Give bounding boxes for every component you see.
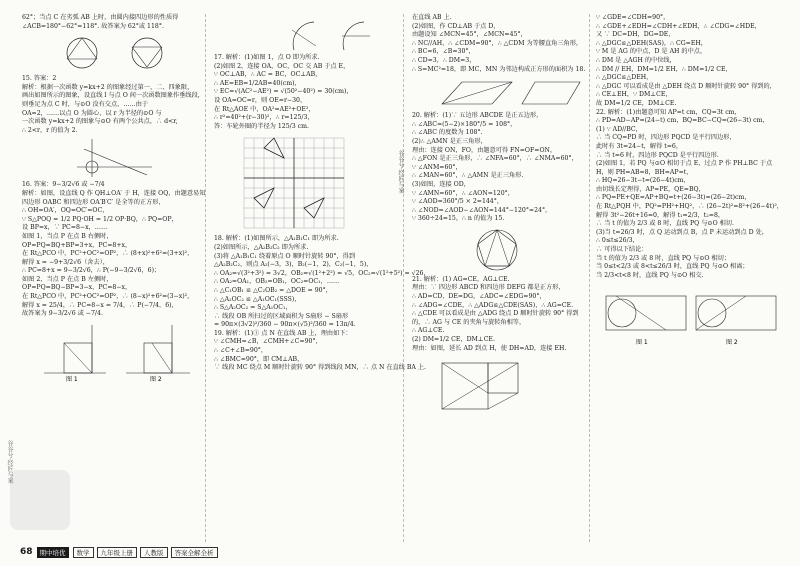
figures-q16: [22, 321, 198, 383]
text-line: 22. 解析：(1)由题意可知 AP=t cm，CQ=3t cm，: [596, 108, 741, 116]
text-line: ∴ PD=AD−AP=(24−t) cm，BQ=BC−CQ=(26−3t) cm，: [596, 117, 769, 125]
text-line: ∴ 2<r，r 的值为 2.: [22, 126, 78, 134]
text-line: ∵ 线段 MC 绕点 M 顺时针旋转 90° 得到线段 MN，∴ 点 N 在直线 BA 上.: [214, 364, 427, 372]
text-line: ∴ AG⊥CE.: [412, 327, 445, 335]
text-line: ∴ ∠ADG=∠CDE，∴ △ADG≌△CDE(SAS)，∴ AG=CE.: [412, 301, 574, 309]
text-line: ∵ M 是 AG 的中点，D 是 AH 的中点，: [596, 48, 707, 56]
text-line: ∴ r²=40²+(r−30)²，∴ r=125/3，: [214, 114, 314, 122]
text-line: ∴ 当 CQ=PD 时，四边形 PQCD 是平行四边形，: [596, 134, 736, 142]
circle-figure-q14: [22, 33, 198, 73]
fig-label-1: 图 1: [636, 339, 648, 347]
text-line: ∴ ∠MAN=60°，∴ △AMN 是正三角形.: [412, 172, 524, 180]
fig-label-1: 图 1: [66, 375, 78, 383]
watermark-logo: [10, 470, 70, 530]
text-line: 当 2/3<t<8 时，直线 PQ 与⊙O 相交.: [596, 271, 704, 279]
text-line: 解得 x = 25/4，∴ PC=8−x = 7/4，∴ P(−7/4，6)，: [22, 301, 178, 309]
column-3: [412, 14, 586, 413]
text-line: ∴ CD=3，∴ DM=3，: [412, 56, 476, 64]
text-line: (3)当 t=26/3 时，点 Q 运动到点 B，点 P 未运动到点 D 处，: [596, 228, 768, 236]
text-line: 解得 x = −9+3/2√6（舍去），: [22, 258, 109, 266]
text-line: (2)如图 1，若 PQ 与⊙O 相切于点 E，过点 P 作 PH⊥BC 于点: [596, 160, 773, 168]
text-line: 21. 解析：(1) AG=CE，AG⊥CE.: [412, 275, 510, 283]
column-divider: [589, 14, 590, 542]
text-line: ∴ △CDE 可以看成是由 △ADG 绕点 D 顺时针旋转 90° 得到: [412, 310, 579, 318]
text-line: 答：车轮外圈的半径为 125/3 cm.: [214, 122, 309, 130]
text-line: ∴ △FON 是正三角形，∴ ∠NFA=60°，∴ ∠NMA=60°，: [412, 155, 578, 163]
subject-label: 数学: [73, 547, 94, 558]
square-figure-q21: [412, 355, 582, 411]
text-line: (2)如图所示，△A₂B₂C₂ 即为所求.: [214, 243, 309, 251]
text-line: 在 Rt△PCO 中，PC²+OC²=OP²，∴ (8−x)²+6²=(3−x)²，: [22, 293, 194, 301]
text-line: = 90π×(3√2)²/360 − 90π×(√5)²/360 = 13π/4.: [214, 321, 356, 329]
text-line: 16. 答案：9−3/2√6 或 −7/4: [22, 181, 105, 189]
text-line: OP=PQ=BQ+BP=3+x，PC=8+x，: [22, 241, 132, 249]
col1-top: [22, 14, 198, 31]
text-line: (2)如图 2，连接 OA，OC，OC 交 AB 于点 E，: [214, 62, 350, 70]
text-line: ∴ 线段 OB 所扫过的区域面积为 S扇形 − S扇形: [214, 312, 349, 320]
text-line: △A₂B₂C₂，则点 A₂(−3，3)，B₂(−1，2)，C₂(−1，5)，: [214, 261, 373, 269]
q15: [22, 75, 204, 135]
page-number: 68: [20, 547, 33, 557]
text-line: 四边形 OABC 和四边形 OA′B′C′ 是全等的正方形，: [22, 198, 165, 206]
text-line: (3)将 △A₁B₁C₁ 绕着原点 O 顺时针旋转 90°，得到: [214, 252, 356, 260]
text-line: 理由：如图，延长 AD 到点 H，使 DH=AD，连接 EH.: [412, 344, 567, 352]
q20: [412, 112, 582, 224]
text-line: 的，∴ AG 与 CE 的夹角与旋转角相等，: [412, 318, 526, 326]
text-line: (2)如图，作 CD⊥AB 于点 D，: [412, 22, 500, 30]
text-line: 62°；当点 C 在劣弧 AB 上时，由圆内接四边形的性质得: [22, 14, 179, 21]
text-line: 在 Rt△AOE 中，OA²=AE²+OE²，: [214, 105, 315, 113]
text-line: ∵ ∠AMN=60°，∴ ∠AON=120°，: [412, 189, 514, 197]
text-line: ∴ ∠BMC=90°，即 CM⊥AB，: [214, 355, 304, 363]
text-line: ∴ 0≤t≤26/3，: [596, 237, 639, 245]
graph-q15: [22, 137, 198, 179]
q22: [596, 109, 782, 281]
text-line: 设 BP=x，∵ PC=8−x，……: [22, 224, 108, 232]
fig-label-2: 图 2: [726, 339, 738, 347]
text-line: 理由：∵ 四边形 ABCD 和四边形 DEFG 都是正方形，: [412, 284, 565, 292]
grid-figure-q18: [214, 133, 394, 233]
brand-badge: 期中培优: [37, 547, 69, 558]
text-line: 又 ∵ DC=DH，DG=DE，: [596, 31, 675, 39]
text-line: 20. 解析：(1)∵ 五边形 ABCDE 是正五边形，: [412, 112, 543, 120]
figures-q22: [596, 282, 782, 348]
text-line: (2)∴ △AMN 是正三角形，: [412, 137, 487, 145]
text-line: 一次函数 y=kx+2 的图象与⊙O 有两个公共点，∴ d<r,: [22, 118, 178, 126]
text-line: ∴ 当 t 的值为 2/3 或 8 时，直线 PQ 与⊙O 相切.: [596, 220, 734, 228]
text-line: ∴ ∠NOD=∠AOD−∠AON=144°−120°=24°，: [412, 206, 552, 214]
text-line: 解得 3t²−26t+16=0，解得 t₁=2/3，t₂=8，: [596, 211, 725, 219]
text-line: ∴ S=MC²=18，即 MC，MN 为邻边构成正方形的面积为 18.: [412, 65, 586, 73]
q19: [214, 329, 427, 373]
text-line: (3)如图，连接 OD，: [412, 180, 470, 188]
text-line: 当 0≤t<2/3 或 8<t≤26/3 时，直线 PQ 与⊙O 相离；: [596, 263, 749, 271]
q16: [22, 181, 206, 319]
text-line: ∴ OH=OA′，OQ=OC′=OC，: [22, 207, 109, 215]
text-line: 画出如图所示的图象，设直线 l 与点 O 间一次函数图象作垂线段，: [22, 92, 204, 100]
text-line: ∴ OA₂=OA₁，OB₂=OB₁，OC₂=OC₁，……: [214, 278, 340, 286]
text-line: 则垂足为点 C 时，与⊙O 没有交点，……由于: [22, 100, 149, 108]
text-line: ∵ ∠GDE=∠CDH=90°，: [596, 14, 670, 21]
column-1: [22, 14, 206, 385]
text-line: ∴ AE=EB=1/2AB=40(cm)，: [214, 79, 301, 87]
text-line: (1) ∵ AD//BC，: [596, 125, 642, 133]
text-line: ∴ ∠ABC 的度数为 108°.: [412, 129, 483, 137]
text-line: ∴ DM // EH，DM=1/2 EH，∴ DM=1/2 CE，: [596, 65, 732, 73]
text-line: 如图 1，当点 P 在点 B 右侧时，: [22, 232, 113, 240]
page-footer: [20, 546, 221, 558]
column-4: [596, 14, 782, 350]
text-line: ∴ PQ=PE+QE=AP+BQ=t+(26−3t)=(26−2t)cm，: [596, 194, 751, 202]
circle-figures-q17: [214, 16, 394, 52]
pentagon-figure: [412, 226, 582, 274]
text-line: ∵ ∠ANM=60°，: [412, 163, 462, 171]
text-line: ∴ △DGC≌△DEH，: [596, 74, 653, 82]
text-line: ∴ △C₁OB₁ ≌ △C₂OB₂ = △DOE = 90°，: [214, 286, 332, 294]
text-line: 15. 答案：2: [22, 75, 57, 83]
text-line: ∵ ∠AOD=360°/5 × 2=144°，: [412, 198, 504, 206]
col3-top: [412, 14, 586, 74]
text-line: ∴ HQ=26−3t−t=(26−4t)cm，: [596, 177, 690, 185]
text-line: ∴ ∠C+∠B=90°，: [214, 347, 268, 355]
text-line: 在 Rt△PCO 中，PC²+OC²=OP²，∴ (8+x)²+6²=(3+x)²，: [22, 250, 194, 258]
text-line: 19. 解析：(1)① 点 N 在直线 AB 上，理由如下：: [214, 329, 352, 337]
text-line: ∴ NC//AH，∴ ∠CDM=90°，∴ △CDM 为等腰直角三角形，: [412, 39, 583, 47]
text-line: ∵ ∠CMH=∠B，∠CMH+∠C=90°，: [214, 338, 322, 346]
text-line: 解析：如图，设直线 Q 作 QH⊥OA′ 于 H，连接 OQ，由题意易知: [22, 189, 206, 197]
fig-label-2: 图 2: [150, 375, 162, 383]
text-line: 设 OA=OC=r，则 OE=r−30，: [214, 96, 307, 104]
side-tag-middle: 谷谷兮·经匠与案: [397, 150, 404, 194]
text-line: ∴ CE⊥EH，∵ DM⊥CE，: [596, 91, 672, 99]
q21: [412, 276, 582, 353]
text-line: 解析：根据一次函数 y=kx+2 的图象经过第一、二、四象限，: [22, 83, 194, 91]
text-line: 在直线 AB 上.: [412, 14, 452, 21]
text-line: ∴ △DGC≌△DEH(SAS)，∴ CG=EH，: [596, 39, 707, 47]
text-line: OA=2，……以点 O 为圆心、以 r 为半径的⊙O 与: [22, 109, 162, 117]
text-line: 在 Rt△PQH 中，PQ²=PH²+HQ²，∴ (26−2t)²=8²+(26−4t)²，: [596, 203, 783, 211]
section-label: 答案全解全析: [171, 547, 218, 558]
text-line: ∴ ∠GDE+∠EDH=∠CDH+∠EDH，∴ ∠CDG=∠HDE，: [596, 22, 761, 30]
text-line: ∴ S△A₂OC₂ = S△A₁OC₁，: [214, 304, 292, 312]
text-line: ∴ BC=6，∠B=30°，: [412, 48, 475, 56]
text-line: ∵ 360÷24=15，∴ n 的值为 15.: [412, 215, 505, 223]
grade-label: 九年级上册: [97, 547, 138, 558]
text-line: (2) DM=1/2 CE，DM⊥CE.: [412, 336, 495, 344]
text-line: 由题设知 ∠MCN=45°，∠MCN=45°，: [412, 31, 527, 39]
parallelogram-figure: [412, 76, 582, 110]
text-line: ∴ 当 t=6 时，四边形 PQCD 是平行四边形.: [596, 151, 719, 159]
text-line: 故答案为 9−3/2√6 或 −7/4.: [22, 310, 103, 318]
text-line: ∴ ∠ABC=(5−2)×180°/5 = 108°，: [412, 120, 517, 128]
text-line: 故 DM=1/2 CE，DM⊥CE.: [596, 99, 677, 107]
text-line: ∴ AD=CD，DE=DG，∠ADC=∠EDG=90°，: [412, 293, 546, 301]
edition-label: 人教版: [140, 547, 168, 558]
col4-top: [596, 14, 782, 109]
text-line: 理由：连接 ON，FO，由题意可得 FN=OF=ON，: [412, 146, 557, 154]
text-line: 此时有 3t=24−t，解得 t=6，: [596, 142, 683, 150]
text-line: ∠ACB=180°−62°=118°. 故答案为 62°或 118°.: [22, 22, 164, 30]
q17: [214, 54, 394, 131]
column-divider: [403, 14, 404, 542]
text-line: ∴ 可得以下结论：: [596, 246, 648, 254]
text-line: 如图 2，当点 P 在点 B 左侧时，: [22, 275, 113, 283]
text-line: ∴ DM 是 △AGH 的中位线，: [596, 56, 676, 64]
text-line: ∴ OA₂=√(3²+3²) = 3√2，OB₂=√(1²+2²) = √5，OC₂=√(1²+5²) = √26，: [214, 269, 430, 277]
text-line: ∴ △A₂OC₂ ≌ △A₁OC₁(SSS)，: [214, 295, 301, 303]
text-line: ∴ △DGC 可以看成是由 △DEH 绕点 D 顺时针旋转 90° 得到的，: [596, 82, 776, 90]
text-line: OP=PQ=BQ−BP=3−x，PC=8−x，: [22, 284, 132, 292]
q18: [214, 235, 430, 330]
column-divider: [205, 14, 206, 542]
side-tag-left: 谷谷兮·经匠与案: [6, 440, 13, 484]
text-line: 18. 解析：(1)如图所示，△A₁B₁C₁ 即为所求.: [214, 235, 339, 243]
text-line: ∵ OC⊥AB，∴ AC = BC，OC⊥AB，: [214, 71, 322, 79]
text-line: ∵ EC=√(AC²−AE²) = √(50²−40²) = 30(cm)，: [214, 88, 353, 96]
text-line: ∵ S△POQ = 1/2 PQ·OH = 1/2 OP·BQ，∴ PQ=OP，: [22, 215, 178, 223]
text-line: 由切线长定理得，AP=PE，QE=BQ，: [596, 185, 705, 193]
text-line: 17. 解析：(1)如图 1，点 O 即为所求.: [214, 54, 320, 61]
text-line: ∴ PC=8+x = 9−3/2√6，∴ P(−9−3/2√6，6)；: [22, 267, 161, 275]
text-line: 当 t 的值为 2/3 或 8 时，直线 PQ 与⊙O 相切；: [596, 254, 731, 262]
text-line: H，则 PH=AB=8，BH=AP=t，: [596, 168, 693, 176]
